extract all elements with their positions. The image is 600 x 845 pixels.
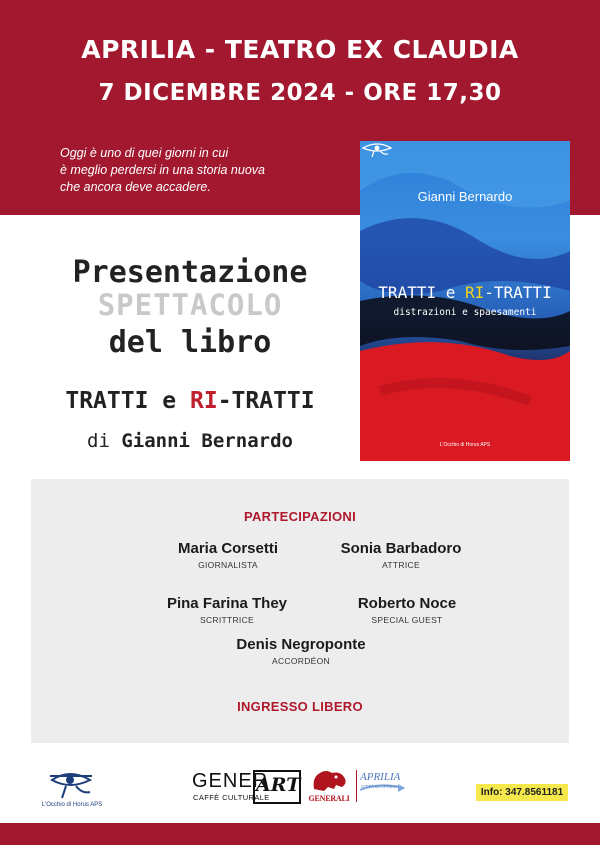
participant-role: ACCORDÉON: [272, 656, 330, 666]
book-title-ri: RI: [189, 388, 218, 414]
participant-name: Sonia Barbadoro: [340, 540, 462, 557]
book-title-part2: -TRATTI: [217, 388, 315, 414]
horus-label: L'Occhio di Horus APS: [41, 802, 103, 808]
generali-logo: GENERALI: [308, 794, 350, 803]
eye-of-horus-icon: [360, 141, 394, 159]
author-name: Gianni Bernardo: [121, 430, 293, 452]
spettacolo-heading: SPETTACOLO: [97, 288, 283, 322]
cover-title-ri: RI: [465, 283, 485, 302]
book-title: [30, 388, 350, 414]
quote-line: è meglio perdersi in una storia nuova: [60, 163, 265, 177]
gener-logo: GENER: [192, 770, 269, 792]
participant-name: Denis Negroponte: [236, 636, 366, 653]
venue-title: APRILIA - TEATRO EX CLAUDIA: [81, 35, 519, 64]
participations-panel: [31, 479, 569, 743]
participant-role: SCRITTRICE: [200, 615, 254, 625]
cover-title-part1: TRATTI e: [378, 283, 465, 302]
cover-publisher: L'Occhio di Horus APS: [439, 442, 491, 448]
cover-subtitle: distrazioni e spaesamenti: [393, 307, 537, 318]
free-entry: INGRESSO LIBERO: [237, 699, 363, 714]
presentation-heading: Presentazione: [72, 255, 308, 290]
participant: [128, 540, 328, 570]
quote-line: Oggi è uno di quei giorni in cui: [60, 146, 229, 160]
quote-text: [60, 145, 265, 196]
participant: [127, 595, 327, 625]
quote-line: che ancora deve accadere.: [60, 180, 211, 194]
participant-name: Pina Farina They: [166, 595, 288, 612]
generali-lion-icon: [306, 767, 352, 793]
cover-author: Gianni Bernardo: [417, 189, 513, 204]
participant: [301, 540, 501, 570]
participations-title: PARTECIPAZIONI: [243, 509, 357, 524]
cover-title: [360, 283, 570, 302]
participant-name: Maria Corsetti: [177, 540, 279, 557]
divider: [356, 770, 357, 802]
book-cover: [360, 141, 570, 461]
author-prefix: di: [87, 430, 122, 452]
participant-role: ATTRICE: [382, 560, 420, 570]
horus-logo-icon: [32, 766, 112, 806]
participant: [201, 636, 401, 666]
participant-role: SPECIAL GUEST: [371, 615, 443, 625]
aprilia-subtitle: CITTÀ DI APRILIA: [361, 784, 399, 789]
book-author-line: [30, 430, 350, 452]
aprilia-logo: APRILIA: [360, 771, 401, 783]
info-phone: Info: 347.8561181: [476, 784, 568, 801]
book-title-part1: TRATTI e: [65, 388, 190, 414]
participant-name: Roberto Noce: [357, 595, 457, 612]
date-time: 7 DICEMBRE 2024 - ORE 17,30: [98, 80, 502, 106]
participant: [307, 595, 507, 625]
gener-subtitle: CAFFÈ CULTURALE: [193, 793, 270, 802]
cover-title-part2: -TRATTI: [484, 283, 552, 302]
participant-role: GIORNALISTA: [198, 560, 258, 570]
bottom-band: [0, 823, 600, 845]
book-heading: del libro: [108, 325, 272, 360]
art-logo: ART: [256, 774, 301, 796]
